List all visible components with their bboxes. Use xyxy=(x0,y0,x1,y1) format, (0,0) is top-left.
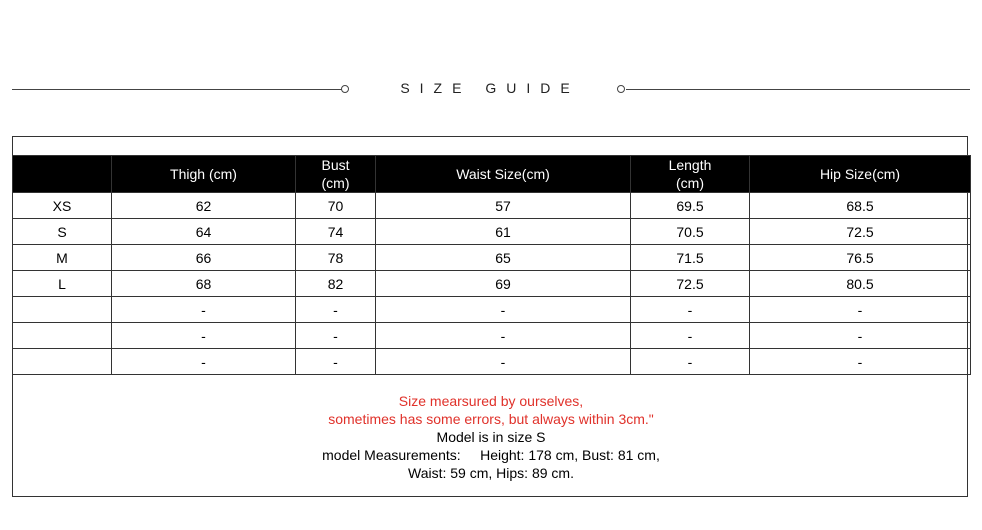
measurement-cell: 66 xyxy=(112,245,296,271)
measurement-cell: 82 xyxy=(296,271,376,297)
measurement-notes xyxy=(12,392,970,482)
size-label-cell xyxy=(13,297,112,323)
measurement-cell: - xyxy=(750,323,971,349)
measurement-cell: - xyxy=(112,297,296,323)
measurement-cell: 70 xyxy=(296,193,376,219)
measurement-cell: - xyxy=(112,323,296,349)
title-divider-left xyxy=(12,89,342,90)
size-guide-title-row xyxy=(0,78,982,102)
measurement-cell: - xyxy=(376,297,631,323)
measurement-cell: 74 xyxy=(296,219,376,245)
page-title: SIZE GUIDE xyxy=(400,80,580,96)
table-row xyxy=(13,219,971,245)
header-waist: Waist Size(cm) xyxy=(376,156,631,193)
measurement-cell: 69 xyxy=(376,271,631,297)
measurement-cell: - xyxy=(376,323,631,349)
table-row xyxy=(13,297,971,323)
measurement-cell: 69.5 xyxy=(631,193,750,219)
header-size xyxy=(13,156,112,193)
measurement-cell: - xyxy=(631,323,750,349)
measurement-cell: 57 xyxy=(376,193,631,219)
measurement-cell: 61 xyxy=(376,219,631,245)
size-label-cell: XS xyxy=(13,193,112,219)
table-row xyxy=(13,245,971,271)
measurement-cell: 68.5 xyxy=(750,193,971,219)
note-model-waist-hips: Waist: 59 cm, Hips: 89 cm. xyxy=(408,465,574,481)
header-hip: Hip Size(cm) xyxy=(750,156,971,193)
measurement-cell: 76.5 xyxy=(750,245,971,271)
title-divider-right xyxy=(626,89,970,90)
measurement-cell: 71.5 xyxy=(631,245,750,271)
measurement-cell: - xyxy=(631,349,750,375)
size-table xyxy=(12,155,971,375)
measurement-cell: - xyxy=(750,297,971,323)
measurement-cell: - xyxy=(296,297,376,323)
size-label-cell: M xyxy=(13,245,112,271)
note-model-measurements: model Measurements: Height: 178 cm, Bust: 81 cm, xyxy=(322,447,660,463)
measurement-cell: - xyxy=(296,349,376,375)
size-label-cell xyxy=(13,323,112,349)
note-measured: Size mearsured by ourselves, xyxy=(398,393,584,409)
header-length: Length (cm) xyxy=(631,156,750,193)
measurement-cell: - xyxy=(750,349,971,375)
table-row xyxy=(13,323,971,349)
header-bust: Bust (cm) xyxy=(296,156,376,193)
table-row xyxy=(13,193,971,219)
note-model-size: Model is in size S xyxy=(436,429,546,445)
table-row xyxy=(13,349,971,375)
measurement-cell: - xyxy=(296,323,376,349)
measurement-cell: 72.5 xyxy=(631,271,750,297)
measurement-cell: 78 xyxy=(296,245,376,271)
divider-circle-icon xyxy=(341,85,349,93)
size-label-cell xyxy=(13,349,112,375)
measurement-cell: 62 xyxy=(112,193,296,219)
size-label-cell: L xyxy=(13,271,112,297)
measurement-cell: - xyxy=(631,297,750,323)
header-thigh: Thigh (cm) xyxy=(112,156,296,193)
note-errors: sometimes has some errors, but always within 3cm." xyxy=(328,411,654,427)
measurement-cell: 80.5 xyxy=(750,271,971,297)
divider-circle-icon xyxy=(617,85,625,93)
measurement-cell: 68 xyxy=(112,271,296,297)
measurement-cell: - xyxy=(376,349,631,375)
measurement-cell: 65 xyxy=(376,245,631,271)
measurement-cell: 72.5 xyxy=(750,219,971,245)
measurement-cell: 64 xyxy=(112,219,296,245)
measurement-cell: 70.5 xyxy=(631,219,750,245)
table-header-row xyxy=(13,156,971,193)
table-row xyxy=(13,271,971,297)
size-label-cell: S xyxy=(13,219,112,245)
measurement-cell: - xyxy=(112,349,296,375)
